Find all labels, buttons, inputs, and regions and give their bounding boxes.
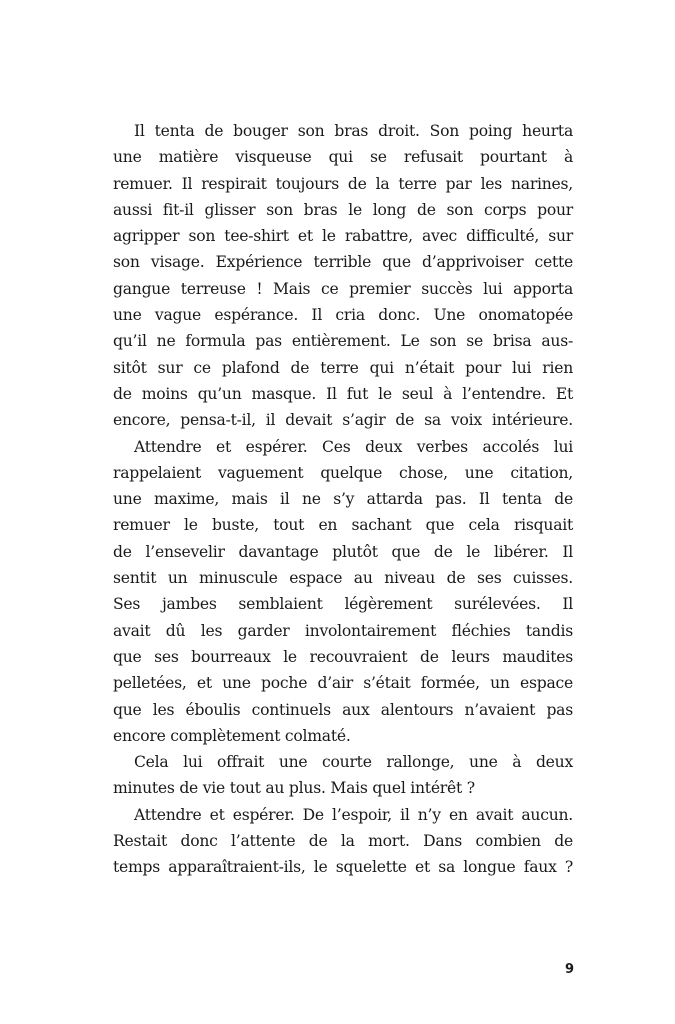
text-line: une maxime, mais il ne s’y attarda pas. Il tenta de [113,490,573,509]
text-line: que ses bourreaux le recouvraient de leurs maudites [113,647,573,666]
text-line: remuer le buste, tout en sachant que cela risquait [113,516,573,535]
text-line: de moins qu’un masque. Il fut le seul à l’entendre. Et [113,384,573,403]
text-line: de l’ensevelir davantage plutôt que de le libérer. Il [113,542,573,561]
text-line: minutes de vie tout au plus. Mais quel intérêt ? [113,779,475,798]
text-line: Ses jambes semblaient légèrement surélevées. Il [113,595,573,614]
text-line: qu’il ne formula pas entièrement. Le son se brisa aus- [113,332,573,351]
text-line: rappelaient vaguement quelque chose, une citation, [113,463,573,482]
text-line: temps apparaîtraient-ils, le squelette et sa longue faux ? [113,858,573,877]
text-line: Attendre et espérer. Ces deux verbes accolés lui [134,437,573,456]
text-line: sentit un minuscule espace au niveau de ses cuisses. [113,569,573,588]
text-line: pelletées, et une poche d’air s’était formée, un espace [113,674,573,693]
text-line: sitôt sur ce plafond de terre qui n’était pour lui rien [113,358,573,377]
text-line: Restait donc l’attente de la mort. Dans combien de [113,832,573,851]
text-line: agripper son tee-shirt et le rabattre, avec difficulté, sur [113,227,573,246]
text-line: que les éboulis continuels aux alentours n’avaient pas [113,700,573,719]
text-line: son visage. Expérience terrible que d’apprivoiser cette [113,253,573,272]
text-line: avait dû les garder involontairement fléchies tandis [113,621,573,640]
text-line: Attendre et espérer. De l’espoir, il n’y en avait aucun. [134,805,573,824]
text-line: gangue terreuse ! Mais ce premier succès lui apporta [113,279,573,298]
body-text [113,118,573,881]
page-number: 9 [564,962,574,977]
text-line: Cela lui offrait une courte rallonge, une à deux [134,753,573,772]
text-line: remuer. Il respirait toujours de la terre par les narines, [113,174,573,193]
text-line: Il tenta de bouger son bras droit. Son poing heurta [134,122,573,140]
text-line: encore complètement colmaté. [113,726,351,745]
text-line: encore, pensa-t-il, il devait s’agir de sa voix intérieure. [113,411,573,430]
text-line: une vague espérance. Il cria donc. Une onomatopée [113,306,573,325]
text-line: aussi fit-il glisser son bras le long de son corps pour [113,200,573,219]
text-line: une matière visqueuse qui se refusait pourtant à [113,148,573,167]
